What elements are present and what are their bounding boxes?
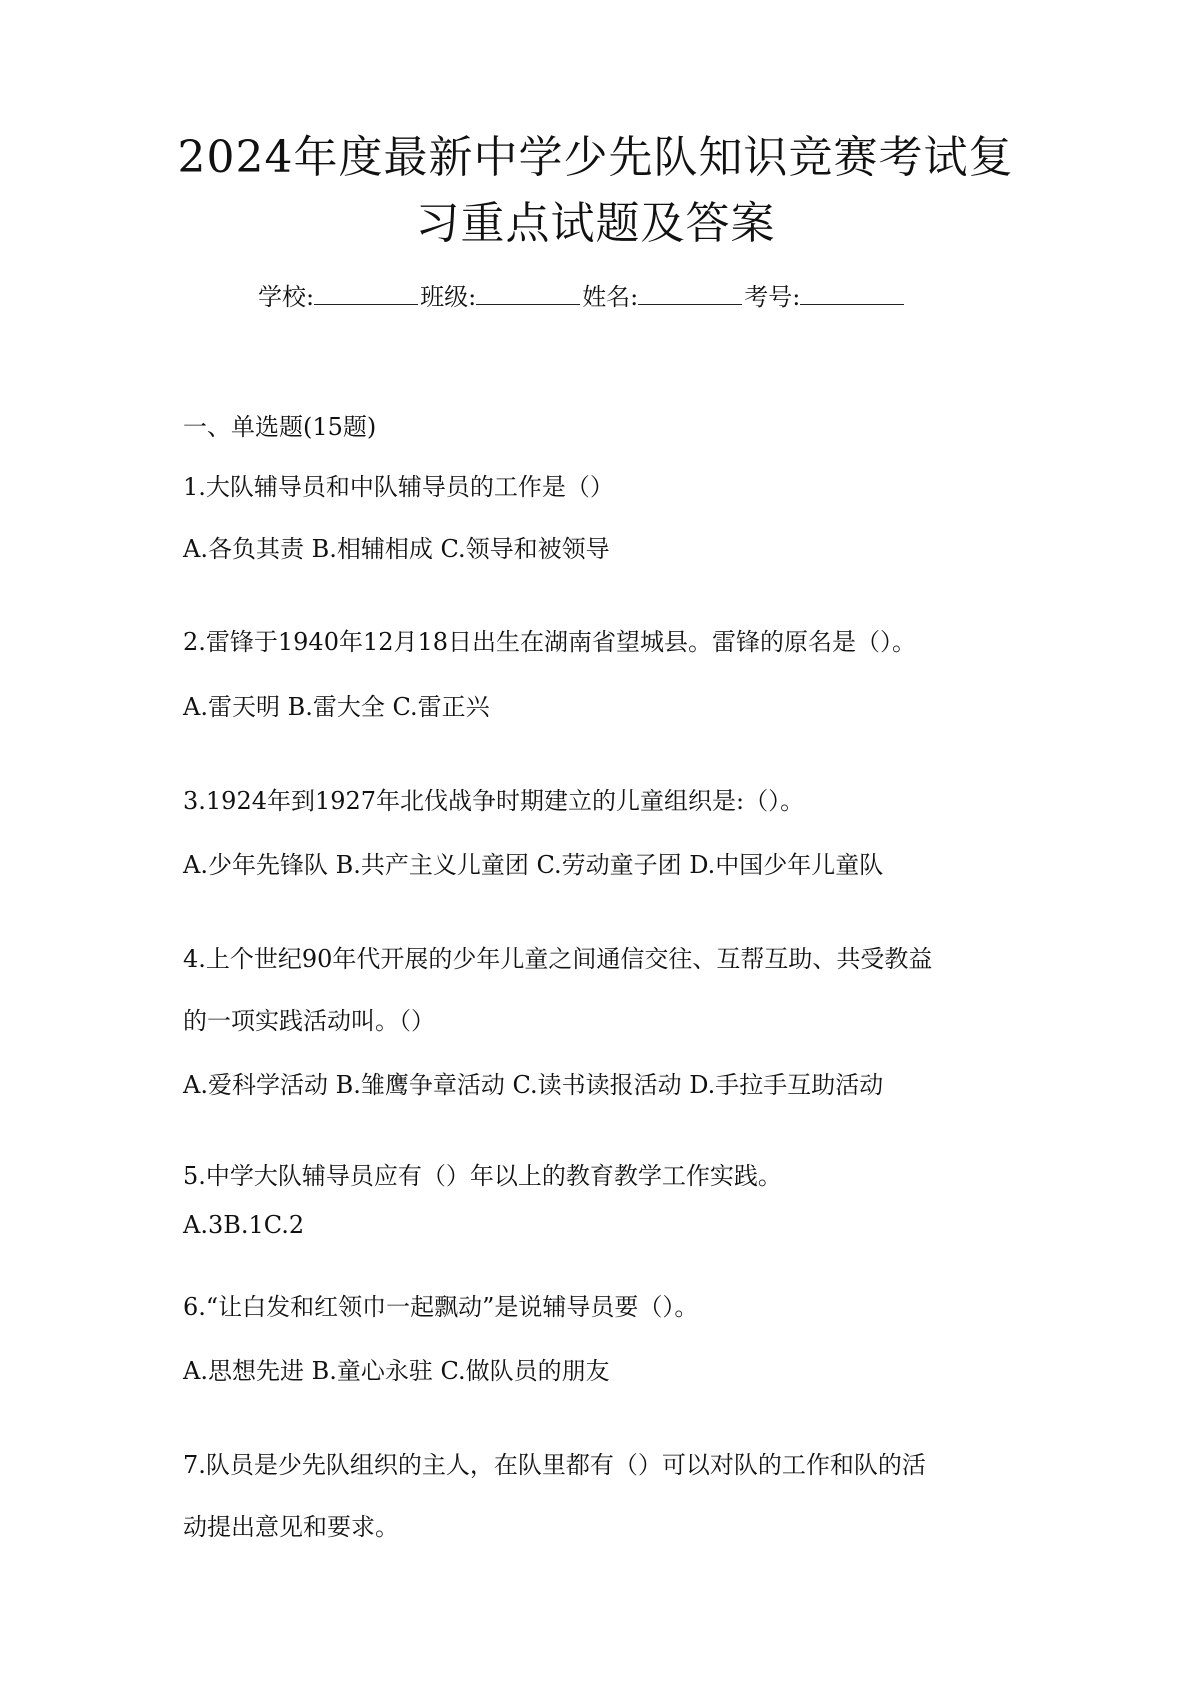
page-title-line-2: 习重点试题及答案 [415,198,776,249]
question-1-options: A.各负其责 B.相辅相成 C.领导和被领导 [183,535,610,563]
school-label: 学校: [258,283,315,311]
section-heading: 一、单选题(15题) [183,413,377,441]
question-2-stem: 2.雷锋于1940年12月18日出生在湖南省望城县。雷锋的原名是（）。 [183,628,917,656]
question-2-options: A.雷天明 B.雷大全 C.雷正兴 [183,693,490,721]
name-blank[interactable] [638,280,742,305]
question-1-stem: 1.大队辅导员和中队辅导员的工作是（） [183,473,614,501]
exam-id-label: 考号: [744,283,801,311]
question-4-stem-line-2: 的一项实践活动叫。（） [183,1007,435,1035]
student-info-line [258,280,906,314]
class-blank[interactable] [476,280,580,305]
class-label: 班级: [420,283,477,311]
name-label: 姓名: [582,283,639,311]
question-6-stem: 6.“让白发和红领巾一起飘动”是说辅导员要（）。 [183,1293,699,1321]
question-4-stem-line-1: 4.上个世纪90年代开展的少年儿童之间通信交往、互帮互助、共受教益 [183,945,933,973]
school-blank[interactable] [314,280,418,305]
exam-id-blank[interactable] [800,280,904,305]
question-7-stem-line-2: 动提出意见和要求。 [183,1513,399,1541]
question-5-options: A.3B.1C.2 [183,1211,305,1239]
question-3-options: A.少年先锋队 B.共产主义儿童团 C.劳动童子团 D.中国少年儿童队 [183,851,884,879]
page-title-line-1: 2024年度最新中学少先队知识竞赛考试复 [177,132,1014,183]
question-6-options: A.思想先进 B.童心永驻 C.做队员的朋友 [183,1357,610,1385]
question-5-stem: 5.中学大队辅导员应有（）年以上的教育教学工作实践。 [183,1162,782,1190]
question-4-options: A.爱科学活动 B.雏鹰争章活动 C.读书读报活动 D.手拉手互助活动 [183,1071,884,1099]
question-3-stem: 3.1924年到1927年北伐战争时期建立的儿童组织是:（）。 [183,787,805,815]
question-7-stem-line-1: 7.队员是少先队组织的主人，在队里都有（）可以对队的工作和队的活 [183,1451,926,1479]
